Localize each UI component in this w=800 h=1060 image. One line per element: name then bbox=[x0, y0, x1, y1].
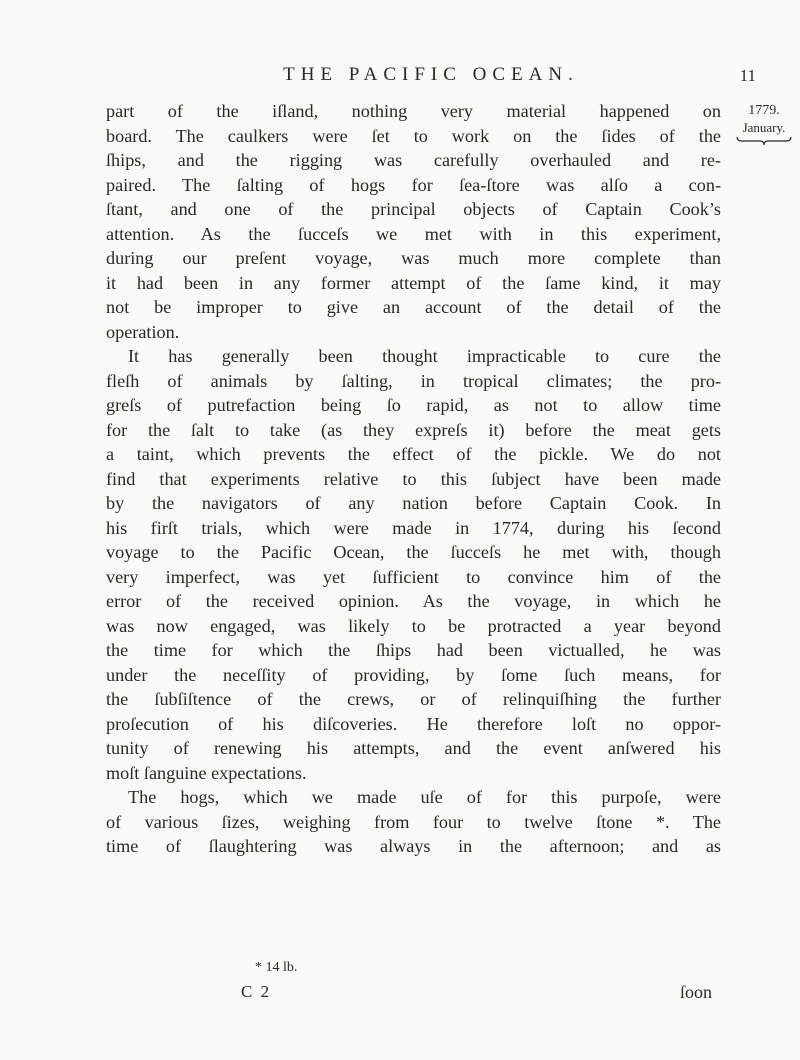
catchword: ſoon bbox=[680, 982, 713, 1002]
text-line: the time for which the ſhips had been victualled, he was bbox=[106, 640, 721, 660]
text-line: The hogs, which we made uſe of for this purpoſe, were bbox=[128, 787, 721, 807]
text-line: under the neceſſity of providing, by ſome ſuch means, for bbox=[106, 664, 721, 685]
text-line: ſhips, and the rigging was carefully overhauled and re- bbox=[106, 150, 721, 170]
text-line: during our preſent voyage, was much more complete than bbox=[106, 248, 721, 268]
text-line: operation. bbox=[106, 321, 180, 342]
text-line: find that experiments relative to this ſubject have been made bbox=[106, 468, 721, 489]
text-line: ſtant, and one of the principal objects of Captain Cook’s bbox=[106, 199, 721, 219]
text-line: for the ſalt to take (as they expreſs it) before the meat gets bbox=[106, 419, 721, 440]
text-line: it had been in any former attempt of the ſame kind, it may bbox=[106, 272, 721, 293]
page-header bbox=[106, 64, 756, 94]
text-line: voyage to the Pacific Ocean, the ſucceſs he met with, though bbox=[106, 542, 721, 562]
text-line: his firſt trials, which were made in 1774, during his ſecond bbox=[106, 517, 721, 538]
text-line: part of the iſland, nothing very material happened on bbox=[106, 101, 721, 121]
brace-icon bbox=[736, 136, 792, 146]
text-line: attention. As the ſucceſs we met with in this experiment, bbox=[106, 223, 721, 244]
text-line: was now engaged, was likely to be protracted a year beyond bbox=[106, 615, 721, 636]
page-number: 11 bbox=[739, 66, 756, 85]
text-line: the ſubſiſtence of the crews, or of relinquiſhing the further bbox=[106, 689, 721, 709]
text-line: moſt ſanguine expectations. bbox=[106, 762, 307, 783]
text-line: It has generally been thought impracticable to cure the bbox=[128, 346, 721, 366]
running-head: THE PACIFIC OCEAN. bbox=[283, 64, 579, 85]
text-line: not be improper to give an account of the detail of the bbox=[106, 297, 721, 317]
margin-month: January. bbox=[742, 120, 786, 135]
text-line: proſecution of his diſcoveries. He therefore loſt no oppor- bbox=[106, 713, 721, 734]
text-line: tunity of renewing his attempts, and the event anſwered his bbox=[106, 738, 721, 758]
text-line: of various ſizes, weighing from four to twelve ſtone *. The bbox=[106, 811, 721, 832]
text-line: paired. The ſalting of hogs for ſea-ſtore was alſo a con- bbox=[106, 174, 721, 195]
signature-mark: C 2 bbox=[241, 982, 272, 1001]
text-line: board. The caulkers were ſet to work on the ſides of the bbox=[106, 125, 721, 146]
margin-year: 1779. bbox=[748, 103, 780, 118]
body-text bbox=[106, 99, 721, 859]
text-line: a taint, which prevents the effect of the pickle. We do not bbox=[106, 444, 721, 464]
text-line: greſs of putrefaction being ſo rapid, as not to allow time bbox=[106, 395, 721, 415]
text-line: very imperfect, was yet ſufficient to convince him of the bbox=[106, 566, 721, 587]
text-line: fleſh of animals by ſalting, in tropical climates; the pro- bbox=[106, 370, 721, 391]
footnote: * 14 lb. bbox=[255, 960, 298, 975]
text-line: error of the received opinion. As the voyage, in which he bbox=[106, 591, 721, 611]
text-line: by the navigators of any nation before Captain Cook. In bbox=[106, 493, 721, 513]
text-line: time of ſlaughtering was always in the afternoon; and as bbox=[106, 836, 721, 856]
margin-date-note bbox=[733, 102, 795, 146]
